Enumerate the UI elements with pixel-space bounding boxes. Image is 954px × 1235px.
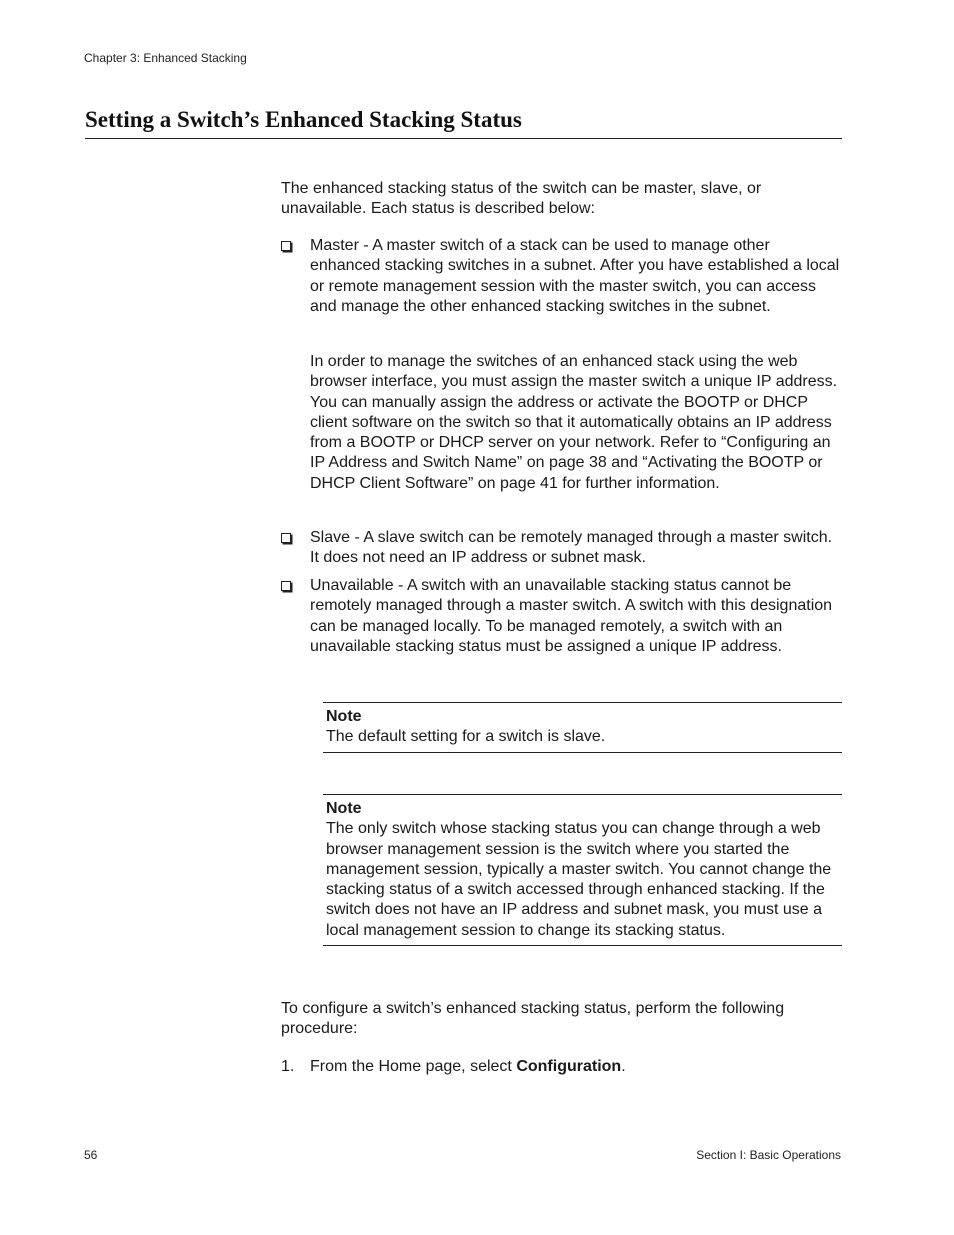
step-number: 1.	[281, 1058, 295, 1075]
note-heading: Note	[326, 708, 362, 725]
intro-paragraph: The enhanced stacking status of the switch can be master, slave, or unavailable. Each status is described below:	[281, 180, 762, 218]
page-number: 56	[84, 1148, 98, 1162]
procedure-intro: To configure a switch’s enhanced stacking status, perform the following procedure:	[281, 1000, 785, 1038]
step-text-suffix: .	[621, 1058, 626, 1075]
step-1	[281, 1057, 841, 1077]
footer-section: Section I: Basic Operations	[696, 1148, 841, 1162]
note-heading: Note	[326, 800, 362, 817]
note-box-web-session	[323, 794, 842, 946]
bullet-item-unavailable	[281, 576, 843, 657]
step-text-prefix: From the Home page, select	[310, 1058, 517, 1075]
bullet-text: Slave - A slave switch can be remotely managed through a master switch. It does not need an IP address or subnet mask.	[310, 529, 833, 567]
note-box-default	[323, 702, 842, 753]
page-title: Setting a Switch’s Enhanced Stacking Status	[85, 107, 842, 139]
checkbox-bullet-icon	[281, 241, 291, 251]
bullet-item-slave	[281, 528, 843, 569]
bullet-text: Unavailable - A switch with an unavailable stacking status cannot be remotely managed through a master switch. A switch with this designation can be managed locally. To be managed remotely, a switch with an unavailable stacking status must be assigned a unique IP address.	[310, 577, 833, 655]
master-followup-paragraph: In order to manage the switches of an enhanced stack using the web browser interface, you must assign the master switch a unique IP address. You can manually assign the address or activate the BOOTP or DHCP client software on the switch so that it automatically obtains an IP address from a BOOTP or DHCP server on your network. Refer to “Configuring an IP Address and Switch Name” on page 38 and “Activating the BOOTP or DHCP Client Software” on page 41 for further information.	[310, 353, 838, 492]
checkbox-bullet-icon	[281, 533, 291, 543]
bullet-text: Master - A master switch of a stack can be used to manage other enhanced stacking switches in a subnet. After you have established a local or remote management session with the master switch, you can access and manage the other enhanced stacking switches in the subnet.	[310, 237, 840, 315]
checkbox-bullet-icon	[281, 581, 291, 591]
note-text: The only switch whose stacking status you can change through a web browser management session is the switch where you started the management session, typically a master switch. You cannot change the stacking status of a switch accessed through enhanced stacking. If the switch does not have an IP address and subnet mask, you must use a local management session to change its stacking status.	[326, 820, 832, 939]
running-head: Chapter 3: Enhanced Stacking	[84, 51, 247, 65]
step-ui-term: Configuration	[516, 1058, 622, 1075]
step-text	[310, 1057, 841, 1077]
bullet-item-master	[281, 236, 843, 317]
note-text: The default setting for a switch is slave.	[326, 728, 606, 746]
